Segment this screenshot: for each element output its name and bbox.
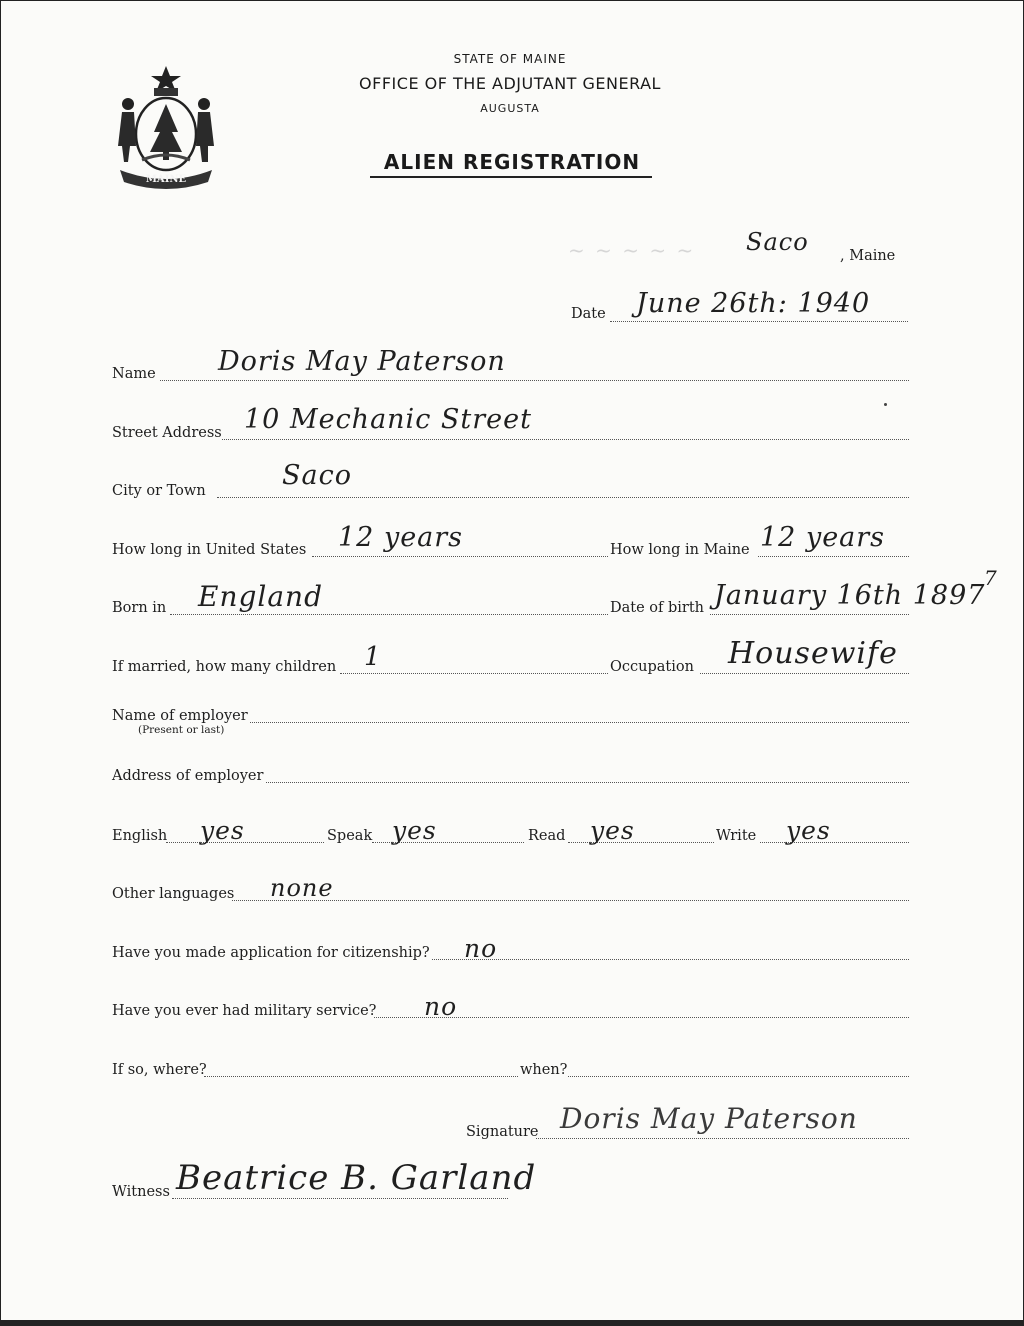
write-label: Write: [716, 828, 757, 844]
employer-name-line: [250, 722, 909, 723]
us-duration-value: 12 years: [338, 522, 464, 553]
us-duration-label: How long in United States: [112, 542, 307, 558]
english-line: [166, 842, 324, 843]
name-label: Name: [112, 366, 156, 382]
us-duration-line: [312, 556, 608, 557]
write-line: [760, 842, 909, 843]
date-line: [610, 321, 908, 322]
where-label: If so, where?: [112, 1062, 207, 1078]
stray-mark: [884, 403, 887, 406]
header-state: STATE OF MAINE: [453, 52, 567, 66]
speak-label: Speak: [327, 828, 373, 844]
date-label: Date: [571, 306, 606, 322]
read-value: yes: [590, 816, 635, 845]
employer-address-label: Address of employer: [112, 768, 264, 784]
maine-duration-line: [758, 556, 909, 557]
maine-duration-value: 12 years: [760, 522, 886, 553]
employer-name-label: Name of employer: [112, 708, 248, 724]
city-line: [217, 497, 909, 498]
city-label: City or Town: [112, 483, 206, 499]
read-label: Read: [528, 828, 566, 844]
military-label: Have you ever had military service?: [112, 1003, 377, 1019]
where-line: [204, 1076, 518, 1077]
maine-duration-label: How long in Maine: [610, 542, 750, 558]
date-value: June 26th: 1940: [636, 288, 871, 319]
other-languages-label: Other languages: [112, 886, 235, 902]
born-in-label: Born in: [112, 600, 167, 616]
english-label: English: [112, 828, 168, 844]
when-line: [568, 1076, 909, 1077]
dob-label: Date of birth: [610, 600, 705, 616]
scan-bottom-edge: [0, 1320, 1024, 1326]
street-address-line: [222, 439, 909, 440]
header-office: OFFICE OF THE ADJUTANT GENERAL: [359, 74, 661, 93]
seal-banner-text: MAINE: [145, 174, 187, 185]
military-value: no: [424, 992, 458, 1021]
speak-value: yes: [392, 816, 437, 845]
children-value: 1: [364, 642, 382, 672]
english-value: yes: [200, 816, 245, 845]
occupation-label: Occupation: [610, 659, 694, 675]
write-value: yes: [786, 816, 831, 845]
citizenship-label: Have you made application for citizenship?: [112, 945, 430, 961]
name-line: [160, 380, 909, 381]
dob-correction: 7: [984, 566, 998, 590]
street-address-label: Street Address: [112, 425, 222, 441]
citizenship-line: [432, 959, 909, 960]
other-languages-value: none: [270, 874, 334, 902]
children-label: If married, how many children: [112, 659, 337, 675]
dob-value: January 16th 1897: [714, 580, 986, 611]
employer-name-sublabel: (Present or last): [138, 724, 225, 736]
name-value: Doris May Paterson: [218, 346, 506, 377]
when-label: when?: [520, 1062, 568, 1078]
signature-value: Doris May Paterson: [560, 1102, 858, 1135]
occupation-line: [700, 673, 909, 674]
citizenship-value: no: [464, 934, 498, 963]
signature-label: Signature: [466, 1124, 539, 1140]
born-in-value: England: [198, 580, 324, 613]
occupation-value: Housewife: [728, 636, 898, 671]
faint-bleedthrough-text: ~ ~ ~ ~ ~: [568, 238, 696, 262]
page-title: ALIEN REGISTRATION: [383, 150, 641, 174]
maine-state-seal-icon: [110, 62, 222, 190]
employer-address-line: [266, 782, 909, 783]
location-state-label: , Maine: [840, 248, 896, 264]
dob-line: [710, 614, 909, 615]
street-address-value: 10 Mechanic Street: [244, 404, 532, 435]
children-line: [340, 673, 608, 674]
header-city: AUGUSTA: [480, 102, 540, 115]
born-in-line: [170, 614, 608, 615]
location-town-value: Saco: [746, 228, 809, 256]
title-underline: [370, 176, 652, 178]
witness-label: Witness: [112, 1184, 170, 1200]
city-value: Saco: [282, 460, 352, 491]
signature-line: [536, 1138, 909, 1139]
witness-line: [172, 1198, 508, 1199]
witness-value: Beatrice B. Garland: [176, 1158, 537, 1198]
